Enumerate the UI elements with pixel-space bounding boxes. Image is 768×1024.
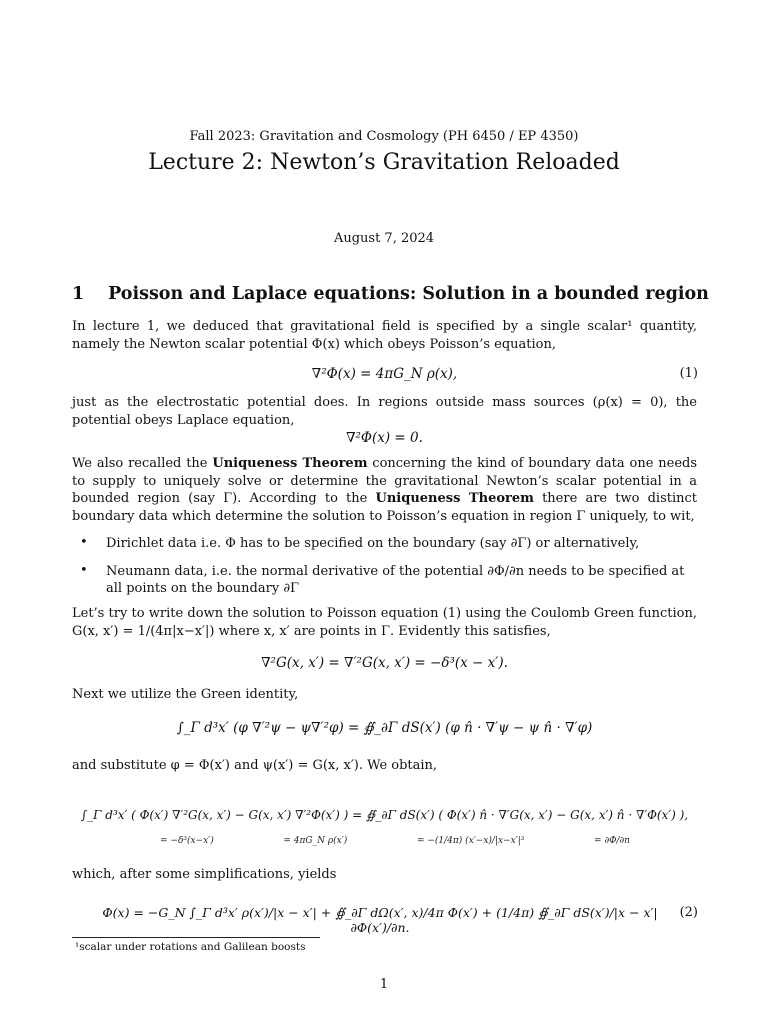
bullet-dirichlet: Dirichlet data i.e. Φ has to be specified on the boundary (say ∂Γ) or alternatively, [106,536,640,551]
equation-2: Φ(x) = −G_N ∫_Γ d³x′ ρ(x′)/|x − x′| + ∯_∂Γ dΩ(x′, x)/4π Φ(x′) + (1/4π) ∯_∂Γ dS(x′)/|x − x′| ∂Φ(x′)/∂n. [102,905,658,935]
paragraph-6: and substitute φ = Φ(x′) and ψ(x′) = G(x, x′). We obtain, [72,758,438,773]
course-line: Fall 2023: Gravitation and Cosmology (PH 6450 / EP 4350) [189,129,579,144]
paragraph-1: In lecture 1, we deduced that gravitational field is specified by a single scalar¹ quantity, namely the Newton scalar potential Φ(x) which obeys Poisson’s equation, [72,319,697,352]
underbrace-label-2: = 4πG_N ρ(x′) [283,836,348,846]
equation-2-number: (2) [679,905,698,920]
p3-part-c: concerning the kind of boundary data one needs to supply to uniquely solve or determine the gravitational Newton’s scalar potential in a bounded region (say Γ). According to the [72,456,697,506]
laplace-equation: ∇²Φ(x) = 0. [346,430,423,446]
equation-1-number: (1) [679,366,698,381]
page-number: 1 [379,977,389,992]
paragraph-2: just as the electrostatic potential does. In regions outside mass sources (ρ(x) = 0), the potential obeys Laplace equation, [72,395,697,428]
underbrace-label-3: = −(1/4π) (x′−x)/|x−x′|³ [416,836,525,846]
green-identity-equation: ∫_Γ d³x′ (φ ∇′²ψ − ψ∇′²φ) = ∯_∂Γ dS(x′) (φ n̂ · ∇′ψ − ψ n̂ · ∇′φ) [176,720,593,736]
underbrace-label-1: = −δ³(x−x′) [160,836,214,846]
underbrace-label-4: = ∂Φ/∂n [594,836,630,846]
uniqueness-theorem-2: Uniqueness Theorem [375,491,534,506]
paragraph-7: which, after some simplifications, yields [72,867,337,882]
uniqueness-theorem-1: Uniqueness Theorem [212,456,368,471]
footnote: ¹scalar under rotations and Galilean boosts [75,941,306,953]
bullet-marker-1: • [80,535,88,550]
paragraph-4: Let’s try to write down the solution to Poisson equation (1) using the Coulomb Green function, G(x, x′) = 1/(4π|x−x′|) where x, x′ are points in Γ. Evidently this satisfies, [72,606,697,639]
substituted-equation: ∫_Γ d³x′ ( Φ(x′) ∇′²G(x, x′) − G(x, x′) ∇′²Φ(x′) ) = ∯_∂Γ dS(x′) ( Φ(x′) n̂ · ∇′G(x, x′) − G(x, x′) n̂ · ∇′Φ(x′) ), [80,808,689,822]
lecture-title: Lecture 2: Newton’s Gravitation Reloaded [148,150,620,175]
date: August 7, 2024 [333,231,435,246]
section-heading [72,284,709,304]
underbrace-labels [160,836,630,846]
paragraph-5: Next we utilize the Green identity, [72,687,299,702]
paragraph-3 [72,455,697,525]
equation-1: ∇²Φ(x) = 4πG_N ρ(x), [311,366,458,382]
p3-part-e: there are two distinct boundary data which determine the solution to Poisson’s equation in region Γ uniquely, to wit, [72,491,698,524]
section-title: Poisson and Laplace equations: Solution in a bounded region [108,284,709,304]
p3-part-a: We also recalled the [72,456,213,471]
bullet-marker-2: • [80,563,88,578]
bullet-neumann: Neumann data, i.e. the normal derivative of the potential ∂Φ/∂n needs to be specified at all points on the boundary ∂Γ [106,564,685,596]
green-function-equation: ∇²G(x, x′) = ∇′²G(x, x′) = −δ³(x − x′). [261,655,508,671]
footnote-rule [72,937,320,938]
section-number: 1 [72,284,85,304]
